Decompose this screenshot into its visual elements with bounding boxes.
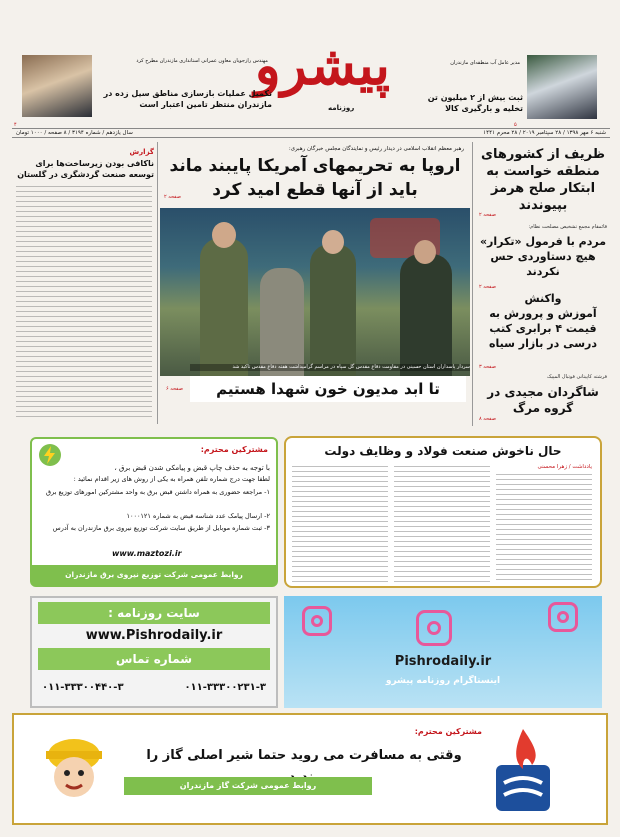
steel-author: یادداشت / زهرا محسنی xyxy=(537,464,592,470)
right-item-2-kicker: قائمقام مجمع تشخیص مصلحت نظام: xyxy=(528,224,607,230)
left-teaser-headline: تکمیل عملیات بازسازی مناطق سیل زده در مازندران منتظر تامین اعتبار است xyxy=(103,89,272,109)
electric-line-4: ۲- ارسال پیامک عدد شناسه قبض به شماره ۱۰۰۰۱۲۱ xyxy=(126,512,270,520)
left-teaser-kicker: مهندس رازجویان معاون عمرانی استانداری مازندران مطرح کرد xyxy=(136,58,268,64)
main-page-ref-3: صفحه ۶ xyxy=(166,386,183,392)
masthead xyxy=(0,0,620,140)
worker-icon xyxy=(34,725,114,815)
steel-col-2 xyxy=(394,466,490,582)
gas-headline: وقتی به مسافرت می روید حتما شیر اصلی گاز را xyxy=(146,748,462,763)
right-teaser-page: ۵ xyxy=(514,122,517,128)
instagram-handle[interactable]: Pishrodaily.ir xyxy=(394,654,492,669)
logo-sub-label: روزنامه xyxy=(328,104,355,112)
gas-greeting: مشترکین محترم: xyxy=(414,727,482,736)
gas-footer: روابط عمومی شرکت گاز مازندران xyxy=(124,777,372,795)
left-column-title: ناکافی بودن زیرساخت‌ها برای توسعه صنعت گردشگری در گلستان xyxy=(17,159,154,179)
site-box xyxy=(30,596,278,708)
main-headline-3: تا ابد مدیون خون شهدا هستیم xyxy=(190,376,466,402)
right-item-2-page: صفحه ۲ xyxy=(479,284,496,290)
electric-line-3: ۱- مراجعه حضوری به همراه داشتن قبض برق به واحد مشترکین امورهای توزیع برق xyxy=(45,488,270,496)
phone-1: ۰۱۱-۳۳۳۰۰۲۳۱-۳ xyxy=(184,682,266,693)
left-column xyxy=(12,142,158,424)
right-item-2-title: مردم با فرمول «تکرار» هیچ دستاوردی حس نکردند xyxy=(479,235,607,278)
left-column-kicker: گزارش xyxy=(129,148,154,156)
date-line: شنبه ۶ مهر ۱۳۹۸ / ۲۸ سپتامبر ۲۰۱۹ / ۲۸ محرم ۱۴۴۱ xyxy=(483,130,606,136)
right-teaser-headline: ثبت بیش از ۲ میلیون تن تخلیه و بارگیری کالا xyxy=(427,93,523,113)
gas-ad xyxy=(12,713,608,825)
right-item-3-title: آموزش و پرورش به قیمت ۴ برابری کتب درسی در بازار سیاه xyxy=(488,307,598,350)
right-item-4-page: صفحه ۸ xyxy=(479,416,496,422)
electric-line-5: ۳- ثبت شماره موبایل از طریق سایت شرکت توزیع نیروی برق مازندران به آدرس xyxy=(52,524,270,532)
main-photo xyxy=(160,208,470,376)
logo-title: پیشرو xyxy=(254,33,390,97)
instagram-label: اینستاگرام روزنامه پیشرو xyxy=(385,676,501,686)
electric-greeting: مشترکین محترم: xyxy=(200,445,268,454)
steel-col-1 xyxy=(496,474,592,582)
gas-flame-icon xyxy=(492,725,554,815)
steel-headline: حال ناخوش صنعت فولاد و وظایف دولت xyxy=(324,444,562,458)
main-story xyxy=(160,142,470,424)
right-item-4-title: شاگردان مجیدی در گروه مرگ xyxy=(487,385,599,415)
date-strip xyxy=(12,128,610,138)
camera-icon xyxy=(416,610,452,646)
right-item-3-kicker: واکنش xyxy=(524,292,562,305)
right-teaser-kicker: مدیر عامل آب منطقه‌ای مازندران xyxy=(450,60,520,66)
right-column xyxy=(472,142,610,426)
left-column-body xyxy=(16,186,152,418)
phone-2: ۰۱۱-۳۳۳۰۰۴۴۰-۳ xyxy=(42,682,124,693)
site-label: سایت روزنامه : xyxy=(38,602,270,624)
camera-icon xyxy=(548,602,578,632)
right-item-3-page: صفحه ۳ xyxy=(479,364,496,370)
steel-article xyxy=(284,436,602,588)
instagram-box xyxy=(284,596,602,708)
electric-line-2: لطفا جهت درج شماره تلفن همراه به یکی از روش های زیر اقدام نمائید : xyxy=(73,475,270,483)
left-teaser-photo xyxy=(22,55,92,117)
issue-line: سال یازدهم / شماره ۳۱۹۴ / ۸ صفحه / ۱۰۰۰ تومان xyxy=(16,130,133,136)
contact-label: شماره تماس xyxy=(38,648,270,670)
right-item-1-title: ظریف از کشورهای منطقه خواست به ابتکار صلح هرمز بپیوندند xyxy=(481,147,605,213)
right-item-4-kicker: فرشته کاپیتانی فوتبال المپیک xyxy=(546,374,607,380)
electric-url[interactable]: www.maztozi.ir xyxy=(112,549,182,558)
electric-line-1: با توجه به حذف چاپ قبض و پیامکی شدن قبض برق ، xyxy=(114,464,270,472)
main-page-ref: صفحه ۲ xyxy=(164,194,181,200)
right-teaser-photo xyxy=(527,55,597,119)
camera-icon xyxy=(302,606,332,636)
photo-caption: سردار پاسداران استان حسینی در مقاومت دفاع مقدس گل سپاه در مراسم گرامیداشت هفته دفاع مقدس تاکید شد xyxy=(190,364,470,371)
main-kicker: رهبر معظم انقلاب اسلامی در دیدار رئیس و نمایندگان مجلس خبرگان رهبری: xyxy=(288,146,464,152)
right-item-1-page: صفحه ۲ xyxy=(479,212,496,218)
main-headline-1: اروپا به تحریمهای آمریکا پایبند ماند xyxy=(169,156,461,176)
main-headline-2: باید از آنها قطع امید کرد xyxy=(212,180,418,200)
electric-footer: روابط عمومی شرکت توزیع نیروی برق مازندران xyxy=(32,565,276,585)
steel-col-3 xyxy=(292,466,388,582)
electric-ad xyxy=(30,437,278,587)
site-url[interactable]: www.Pishrodaily.ir xyxy=(85,628,223,643)
left-teaser-page: ۴ xyxy=(14,122,17,128)
